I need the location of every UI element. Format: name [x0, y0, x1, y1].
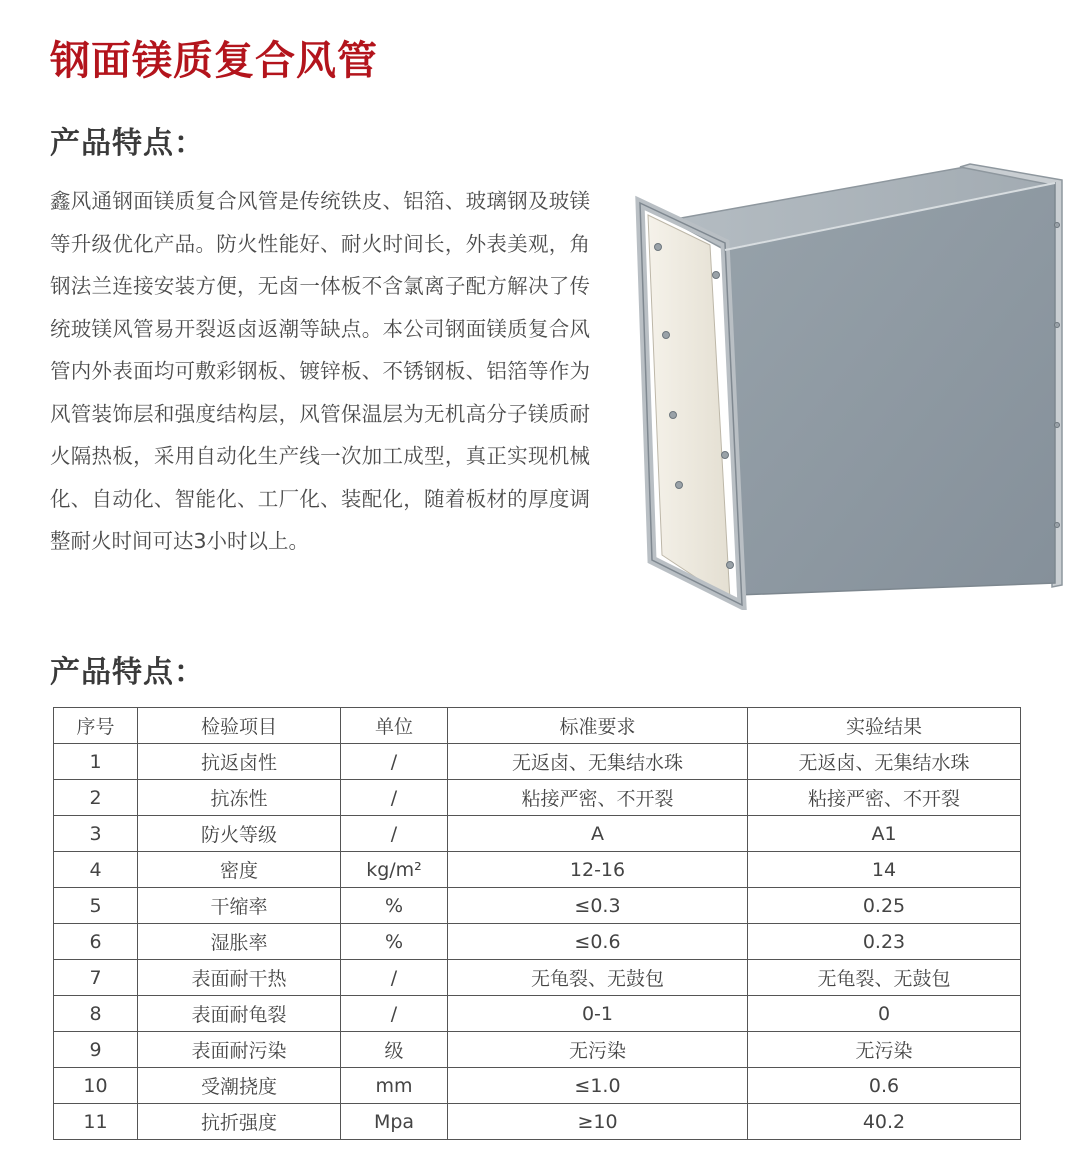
cell-standard: 无龟裂、无鼓包 [448, 960, 748, 996]
col-header-standard: 标准要求 [448, 708, 748, 744]
bolt [722, 452, 729, 459]
cell-item: 抗返卤性 [138, 744, 341, 780]
duct-side-face [725, 183, 1055, 595]
section-heading-features: 产品特点： [50, 126, 205, 161]
cell-unit: / [341, 996, 448, 1032]
cell-result: 40.2 [748, 1104, 1021, 1140]
cell-item: 表面耐干热 [138, 960, 341, 996]
cell-item: 防火等级 [138, 816, 341, 852]
cell-standard: 0-1 [448, 996, 748, 1032]
cell-index: 11 [54, 1104, 138, 1140]
cell-index: 7 [54, 960, 138, 996]
cell-unit: % [341, 888, 448, 924]
cell-standard: 12-16 [448, 852, 748, 888]
cell-index: 8 [54, 996, 138, 1032]
page-title: 钢面镁质复合风管 [50, 38, 378, 84]
bolt [663, 332, 670, 339]
col-header-result: 实验结果 [748, 708, 1021, 744]
cell-item: 湿胀率 [138, 924, 341, 960]
bolt [1055, 223, 1060, 228]
bolt [670, 412, 677, 419]
cell-index: 4 [54, 852, 138, 888]
cell-result: A1 [748, 816, 1021, 852]
bolt [713, 272, 720, 279]
cell-index: 9 [54, 1032, 138, 1068]
cell-standard: ≥10 [448, 1104, 748, 1140]
cell-item: 抗折强度 [138, 1104, 341, 1140]
cell-result: 0.23 [748, 924, 1021, 960]
table-row [54, 744, 1021, 780]
spec-table [53, 707, 1021, 1140]
cell-index: 10 [54, 1068, 138, 1104]
cell-item: 抗冻性 [138, 780, 341, 816]
cell-item: 表面耐龟裂 [138, 996, 341, 1032]
duct-product-image [630, 155, 1070, 610]
table-row [54, 1032, 1021, 1068]
cell-standard: ≤1.0 [448, 1068, 748, 1104]
section-heading-specs: 产品特点： [50, 655, 205, 690]
cell-unit: / [341, 960, 448, 996]
bolt [655, 244, 662, 251]
cell-standard: 粘接严密、不开裂 [448, 780, 748, 816]
cell-result: 0.6 [748, 1068, 1021, 1104]
table-row [54, 888, 1021, 924]
table-row [54, 780, 1021, 816]
cell-index: 3 [54, 816, 138, 852]
cell-standard: A [448, 816, 748, 852]
cell-unit: 级 [341, 1032, 448, 1068]
cell-standard: 无返卤、无集结水珠 [448, 744, 748, 780]
cell-result: 0.25 [748, 888, 1021, 924]
bolt [676, 482, 683, 489]
cell-item: 密度 [138, 852, 341, 888]
cell-standard: 无污染 [448, 1032, 748, 1068]
cell-index: 5 [54, 888, 138, 924]
cell-item: 干缩率 [138, 888, 341, 924]
bolt [1055, 523, 1060, 528]
table-row [54, 924, 1021, 960]
bolt [727, 562, 734, 569]
cell-result: 无返卤、无集结水珠 [748, 744, 1021, 780]
cell-result: 无污染 [748, 1032, 1021, 1068]
table-body [54, 744, 1021, 1140]
cell-index: 1 [54, 744, 138, 780]
cell-index: 2 [54, 780, 138, 816]
cell-standard: ≤0.6 [448, 924, 748, 960]
table-row [54, 996, 1021, 1032]
table-header-row [54, 708, 1021, 744]
table-row [54, 816, 1021, 852]
cell-item: 表面耐污染 [138, 1032, 341, 1068]
cell-result: 粘接严密、不开裂 [748, 780, 1021, 816]
col-header-unit: 单位 [341, 708, 448, 744]
cell-unit: / [341, 816, 448, 852]
cell-index: 6 [54, 924, 138, 960]
cell-item: 受潮挠度 [138, 1068, 341, 1104]
table-row [54, 1068, 1021, 1104]
cell-result: 0 [748, 996, 1021, 1032]
col-header-item: 检验项目 [138, 708, 341, 744]
table-row [54, 1104, 1021, 1140]
bolt [1055, 323, 1060, 328]
table-row [54, 960, 1021, 996]
bolt [1055, 423, 1060, 428]
cell-result: 14 [748, 852, 1021, 888]
table-row [54, 852, 1021, 888]
cell-unit: kg/m² [341, 852, 448, 888]
product-description: 鑫风通钢面镁质复合风管是传统铁皮、铝箔、玻璃钢及玻镁等升级优化产品。防火性能好、耐火时间长，外表美观，角钢法兰连接安装方便，无卤一体板不含氯离子配方解决了传统玻镁风管易开裂返卤返潮等缺点。本公司钢面镁质复合风管内外表面均可敷彩钢板、镀锌板、不锈钢板、铝箔等作为风管装饰层和强度结构层，风管保温层为无机高分子镁质耐火隔热板，采用自动化生产线一次加工成型，真正实现机械化、自动化、智能化、工厂化、装配化，随着板材的厚度调整耐火时间可达3小时以上。 [50, 189, 590, 553]
cell-result: 无龟裂、无鼓包 [748, 960, 1021, 996]
cell-unit: / [341, 780, 448, 816]
cell-unit: / [341, 744, 448, 780]
cell-unit: Mpa [341, 1104, 448, 1140]
cell-standard: ≤0.3 [448, 888, 748, 924]
col-header-index: 序号 [54, 708, 138, 744]
cell-unit: % [341, 924, 448, 960]
cell-unit: mm [341, 1068, 448, 1104]
